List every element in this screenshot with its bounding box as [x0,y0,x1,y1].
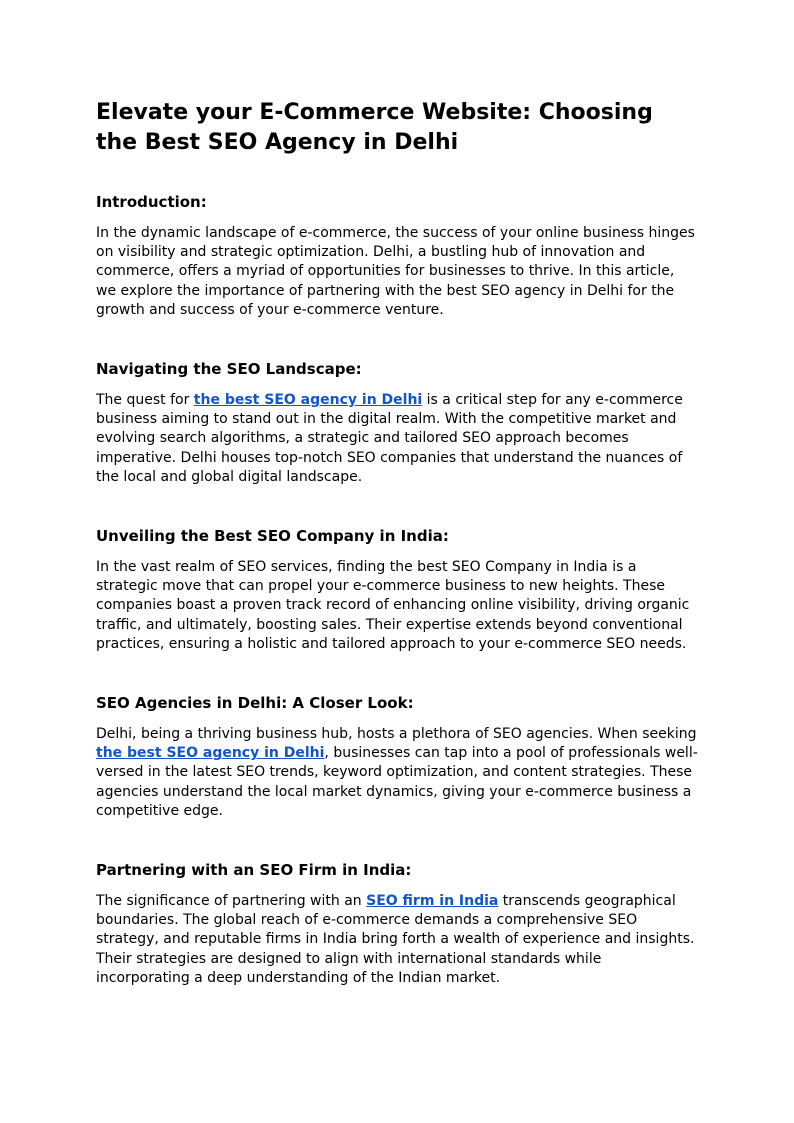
inline-link[interactable]: SEO firm in India [366,893,499,910]
article-section [96,694,698,821]
paragraph-text: Delhi, being a thriving business hub, hosts a plethora of SEO agencies. When seeking [96,726,697,743]
section-paragraph [96,558,698,654]
section-paragraph [96,391,698,487]
section-heading: SEO Agencies in Delhi: A Closer Look: [96,694,414,713]
paragraph-text: The quest for [96,392,194,409]
paragraph-text: In the dynamic landscape of e-commerce, the success of your online business hinges on visibility and strategic optimization. Delhi, a bustling hub of innovation and commerce, offers a myriad of opportunities for businesses to thrive. In this article, we explore the importance of partnering with the best SEO agency in Delhi for the growth and success of your e-commerce venture. [96,225,695,318]
paragraph-text: transcends geographical boundaries. The global reach of e-commerce demands a comprehensive SEO strategy, and reputable firms in India bring forth a wealth of experience and insights. Their strategies are designed to align with international standards while incorporating a deep understanding of the Indian market. [96,893,695,986]
inline-link[interactable]: the best SEO agency in Delhi [193,392,423,409]
article-section [96,861,698,988]
section-paragraph [96,892,698,988]
section-heading: Partnering with an SEO Firm in India: [96,861,412,880]
section-paragraph [96,224,698,320]
article-body [96,193,698,988]
section-heading: Introduction: [96,193,207,211]
section-heading: Navigating the SEO Landscape: [96,360,362,379]
section-heading: Unveiling the Best SEO Company in India: [96,527,449,546]
paragraph-text: In the vast realm of SEO services, finding the best SEO Company in India is a strategic move that can propel your e-commerce business to new heights. These companies boast a proven track record of enhancing online visibility, driving organic traffic, and ultimately, boosting sales. Their expertise extends beyond conventional practices, ensuring a holistic and tailored approach to your e-commerce SEO needs. [96,559,690,652]
article-section [96,527,698,654]
inline-link[interactable]: the best SEO agency in Delhi [96,745,325,762]
paragraph-text: The significance of partnering with an [96,893,367,910]
paragraph-text: is a critical step for any e-commerce business aiming to stand out in the digital realm. With the competitive market and evolving search algorithms, a strategic and tailored SEO approach becomes imperative. Delhi houses top-notch SEO companies that understand the nuances of the local and global digital landscape. [96,392,683,485]
paragraph-text: , businesses can tap into a pool of professionals well-versed in the latest SEO trends, keyword optimization, and content strategies. These agencies understand the local market dynamics, giving your e-commerce business a competitive edge. [96,745,698,819]
document-title: Elevate your E-Commerce Website: Choosing the Best SEO Agency in Delhi [96,100,653,155]
section-paragraph [96,725,698,821]
article-section [96,360,698,487]
article-section [96,193,698,320]
